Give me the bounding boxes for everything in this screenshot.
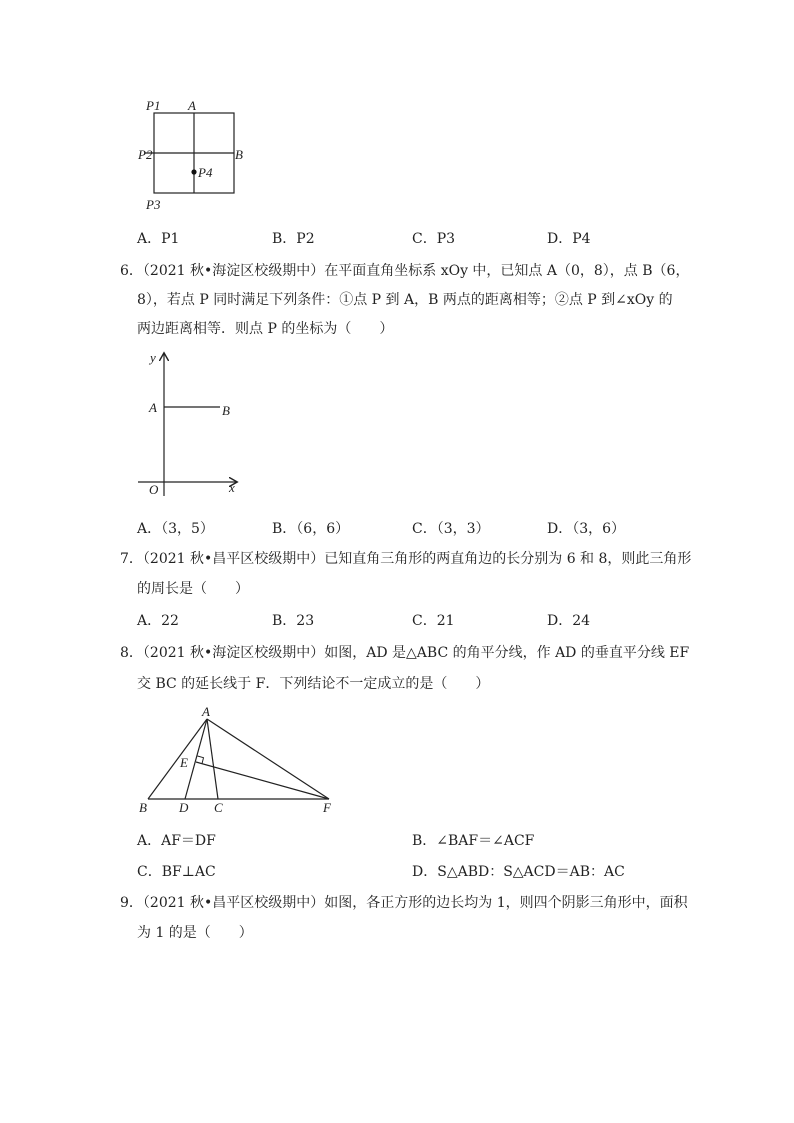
q5-option-a[interactable]: A．P1 — [137, 231, 180, 247]
q8-option-c[interactable]: C．BF⊥AC — [137, 864, 216, 880]
q7-option-c[interactable]: C．21 — [412, 613, 455, 629]
q9-text-line-1: 9．（2021 秋•昌平区校级期中）如图，各正方形的边长均为 1，则四个阴影三角形中，面积 — [120, 895, 688, 911]
segment-ab — [148, 719, 207, 799]
label-p4: P4 — [198, 165, 213, 180]
q8-text-line-2: 交 BC 的延长线于 F．下列结论不一定成立的是（ ） — [137, 676, 490, 692]
label-b: B — [139, 800, 147, 815]
q7-option-b[interactable]: B．23 — [272, 613, 315, 629]
label-y: y — [150, 350, 156, 365]
label-a: A — [202, 704, 210, 719]
segment-af — [207, 719, 329, 799]
point-p4-dot — [191, 169, 196, 174]
label-e: E — [180, 755, 188, 770]
q5-option-b[interactable]: B．P2 — [272, 231, 315, 247]
label-p3: P3 — [146, 197, 161, 212]
q5-figure — [130, 96, 260, 216]
label-x: x — [229, 480, 235, 495]
q6-text-line-2: 8），若点 P 同时满足下列条件：①点 P 到 A，B 两点的距离相等；②点 P 到∠xOy 的 — [137, 292, 673, 308]
label-a: A — [188, 98, 196, 113]
q6-option-b[interactable]: B．（6，6） — [272, 521, 350, 537]
q7-text-line-2: 的周长是（ ） — [137, 581, 249, 597]
q7-text-line-1: 7．（2021 秋•昌平区校级期中）已知直角三角形的两直角边的长分别为 6 和 8，则此三角形 — [120, 551, 692, 567]
label-b: B — [235, 147, 243, 162]
label-a: A — [149, 400, 157, 415]
label-f: F — [323, 800, 331, 815]
q5-option-d[interactable]: D．P4 — [547, 231, 591, 247]
label-p1: P1 — [146, 98, 161, 113]
q8-option-d[interactable]: D．S△ABD：S△ACD＝AB：AC — [412, 864, 625, 880]
q9-text-line-2: 为 1 的是（ ） — [137, 925, 253, 941]
label-b: B — [222, 403, 230, 418]
label-p2: P2 — [138, 147, 153, 162]
label-c: C — [214, 800, 223, 815]
q6-figure — [136, 348, 256, 500]
q6-text-line-3: 两边距离相等．则点 P 的坐标为（ ） — [137, 321, 394, 337]
segment-ac — [207, 719, 218, 799]
q7-option-d[interactable]: D．24 — [547, 613, 591, 629]
label-o: O — [149, 482, 159, 497]
q6-option-d[interactable]: D．（3，6） — [547, 521, 626, 537]
q7-option-a[interactable]: A．22 — [137, 613, 179, 629]
q5-option-c[interactable]: C．P3 — [412, 231, 456, 247]
label-d: D — [179, 800, 189, 815]
q6-option-c[interactable]: C．（3，3） — [412, 521, 490, 537]
q6-option-a[interactable]: A．（3，5） — [137, 521, 214, 537]
q8-option-b[interactable]: B．∠BAF＝∠ACF — [412, 833, 535, 849]
q8-figure — [134, 702, 344, 818]
q8-option-a[interactable]: A．AF＝DF — [137, 833, 216, 849]
q8-text-line-1: 8．（2021 秋•海淀区校级期中）如图，AD 是△ABC 的角平分线，作 AD 的垂直平分线 EF — [120, 645, 690, 661]
q6-text-line-1: 6．（2021 秋•海淀区校级期中）在平面直角坐标系 xOy 中，已知点 A（0，8），点 B（6， — [120, 263, 690, 279]
segment-ad — [185, 719, 207, 799]
